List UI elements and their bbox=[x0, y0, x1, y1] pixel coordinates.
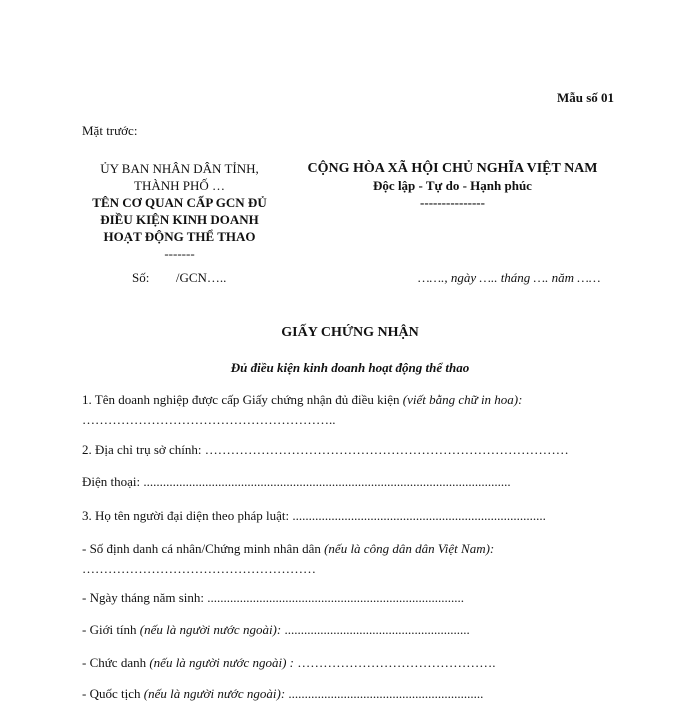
field-phone bbox=[82, 474, 511, 490]
field-position-dots: ………………………………………. bbox=[294, 655, 496, 670]
field-legal-rep bbox=[82, 508, 546, 524]
field-nationality-dots: ............................................................ bbox=[285, 686, 484, 701]
field-nationality-note: (nếu là người nước ngoài): bbox=[143, 686, 286, 701]
field-position-note: (nếu là người nước ngoài) : bbox=[149, 655, 295, 670]
number-suffix: /GCN….. bbox=[175, 270, 227, 285]
field-gender-note: (nếu là người nước ngoài): bbox=[139, 622, 282, 637]
left-header-line2: THÀNH PHỐ … bbox=[134, 178, 225, 193]
left-header-divider: ------- bbox=[164, 246, 195, 261]
field-legal-rep-label: 3. Họ tên người đại diện theo pháp luật: bbox=[82, 508, 293, 523]
field-id-number-dots: ……………………………………………… bbox=[82, 561, 316, 576]
field-gender-dots: ......................................................... bbox=[281, 622, 470, 637]
field-birth-date-dots: ............................................................................... bbox=[207, 590, 465, 605]
side-label: Mặt trước: bbox=[82, 123, 138, 138]
number-line bbox=[132, 270, 226, 286]
right-header-divider: --------------- bbox=[420, 195, 485, 210]
field-gender bbox=[82, 622, 470, 638]
field-id-number-note: (nếu là công dân dân Việt Nam): bbox=[324, 541, 495, 556]
field-legal-rep-dots: .............................................................................. bbox=[292, 508, 546, 523]
left-header-line3: TÊN CƠ QUAN CẤP GCN ĐỦ bbox=[92, 195, 267, 210]
national-motto: Độc lập - Tự do - Hạnh phúc bbox=[373, 178, 532, 193]
field-gender-label: - Giới tính bbox=[82, 622, 140, 637]
field-position-label: - Chức danh bbox=[82, 655, 150, 670]
field-phone-dots: ................................................................................................................. bbox=[143, 474, 511, 489]
field-id-number-label: - Số định danh cá nhân/Chứng minh nhân dân bbox=[82, 541, 325, 556]
number-label: Số: bbox=[132, 270, 150, 285]
certificate-title: GIẤY CHỨNG NHẬN bbox=[281, 325, 419, 340]
left-header-line5: HOẠT ĐỘNG THỂ THAO bbox=[103, 229, 256, 244]
field-phone-label: Điện thoại: bbox=[82, 474, 144, 489]
field-address-label: 2. Địa chỉ trụ sở chính: bbox=[82, 442, 205, 457]
field-birth-date-label: - Ngày tháng năm sinh: bbox=[82, 590, 208, 605]
form-number: Mẫu số 01 bbox=[557, 90, 615, 105]
field-address-dots: ………………………………………………………………………… bbox=[204, 442, 569, 457]
left-header-line4: ĐIỀU KIỆN KINH DOANH bbox=[100, 212, 259, 227]
field-id-number bbox=[82, 539, 494, 579]
national-title: CỘNG HÒA XÃ HỘI CHỦ NGHĨA VIỆT NAM bbox=[307, 161, 598, 176]
field-business-name-note: (viết bằng chữ in hoa): bbox=[402, 392, 523, 407]
field-nationality-label: - Quốc tịch bbox=[82, 686, 144, 701]
left-header bbox=[72, 160, 287, 262]
field-position bbox=[82, 655, 496, 671]
field-business-name bbox=[82, 390, 522, 430]
date-line: ……., ngày ….. tháng …. năm …… bbox=[418, 270, 601, 285]
field-business-name-dots: ………………………………………………….. bbox=[82, 412, 336, 427]
left-header-line1: ỦY BAN NHÂN DÂN TỈNH, bbox=[100, 161, 259, 176]
right-header bbox=[290, 160, 615, 211]
field-business-name-label: 1. Tên doanh nghiệp được cấp Giấy chứng nhận đủ điều kiện bbox=[82, 392, 403, 407]
certificate-subtitle: Đủ điều kiện kinh doanh hoạt động thể thao bbox=[230, 360, 470, 375]
field-birth-date bbox=[82, 590, 464, 606]
field-address bbox=[82, 442, 569, 458]
